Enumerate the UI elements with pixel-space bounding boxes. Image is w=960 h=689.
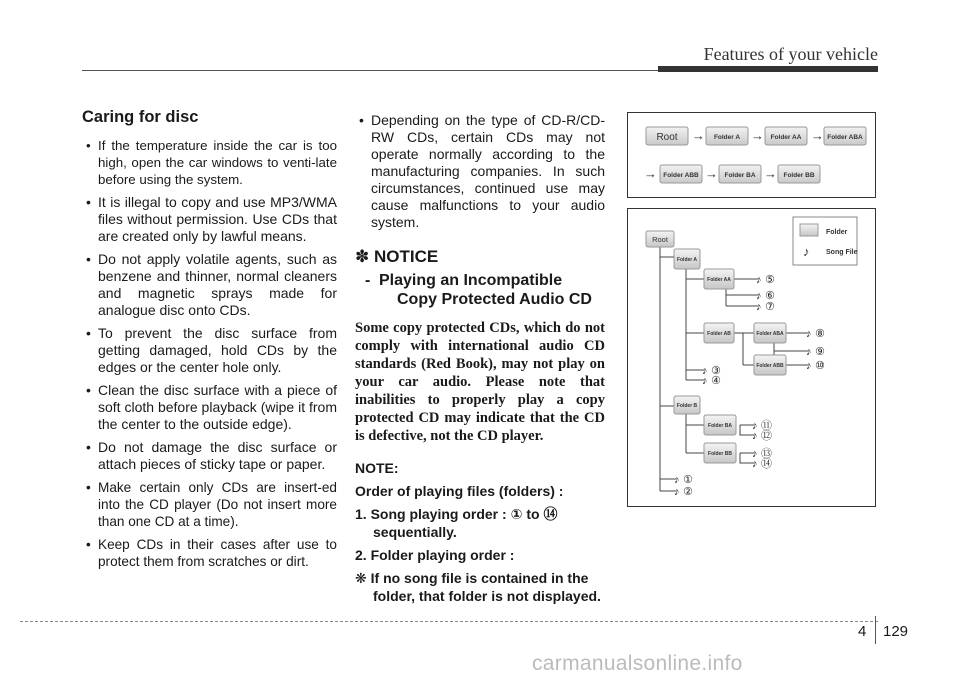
tree-folder-aa-label: Folder AA bbox=[707, 277, 731, 283]
star-note: ❋ If no song file is contained in the folder, that folder is not displayed. bbox=[355, 570, 601, 604]
seq-arrow-icon: → bbox=[764, 166, 777, 181]
song-number: ⑩ bbox=[815, 360, 825, 372]
legend-music-note-icon: ♪ bbox=[803, 244, 810, 259]
notice-subtitle bbox=[365, 271, 605, 309]
music-note-icon: ♪ bbox=[756, 290, 762, 302]
caring-item: • Make certain only CDs are insert-ed into the CD player (Do not insert more than one CD at a time). bbox=[82, 479, 337, 530]
notice-body: Some copy protected CDs, which do not comply with international audio CD standards (Red Book), may not play on your car audio. Please note that inabilities to properly play a copy protected CD may indicate that the CD is defective, not the CD player. bbox=[355, 320, 605, 444]
caring-list bbox=[82, 137, 337, 570]
music-note-icon: ♪ bbox=[702, 365, 708, 377]
legend-folder-swatch bbox=[800, 224, 818, 236]
tree-songs bbox=[674, 274, 825, 498]
notice-title: NOTICE bbox=[373, 247, 439, 266]
tree-folder-aba-label: Folder ABA bbox=[756, 331, 784, 337]
music-note-icon: ♪ bbox=[752, 458, 758, 470]
caring-section bbox=[82, 108, 337, 576]
tree-folder-b-label: Folder B bbox=[676, 403, 698, 409]
chapter-number: 4 bbox=[858, 623, 867, 640]
seq-arrow-icon: → bbox=[811, 128, 824, 143]
song-number: ⑫ bbox=[761, 430, 772, 442]
song-start-glyph: ① bbox=[510, 506, 523, 522]
music-note-icon: ♪ bbox=[806, 346, 812, 358]
song-number: ① bbox=[683, 474, 693, 486]
music-note-icon: ♪ bbox=[756, 301, 762, 313]
folder-tree-svg bbox=[628, 209, 875, 506]
music-note-icon: ♪ bbox=[702, 375, 708, 387]
music-note-icon: ♪ bbox=[806, 328, 812, 340]
watermark: carmanualsonline.info bbox=[532, 652, 743, 675]
music-note-icon: ♪ bbox=[806, 360, 812, 372]
seq-arrow-icon: → bbox=[751, 128, 764, 143]
music-note-icon: ♪ bbox=[752, 448, 758, 460]
music-note-icon: ♪ bbox=[752, 430, 758, 442]
header-bar bbox=[658, 66, 878, 72]
song-number: ⑪ bbox=[761, 420, 772, 432]
seq-arrow-icon: → bbox=[692, 128, 705, 143]
seq-folder-a-label: Folder A bbox=[713, 134, 741, 141]
caring-item: • Clean the disc surface with a piece of soft cloth before playback (wipe it from the center to the outside edge). bbox=[82, 382, 337, 433]
header-title: Features of your vehicle bbox=[703, 44, 878, 64]
song-number: ③ bbox=[711, 365, 721, 377]
caring-item: • To prevent the disc surface from getting damaged, hold CDs by the edges or the center hole only. bbox=[82, 325, 337, 376]
song-number: ④ bbox=[711, 375, 721, 387]
seq-folder-aa-label: Folder AA bbox=[770, 134, 802, 141]
tree-folder-ab-label: Folder AB bbox=[707, 331, 731, 337]
cd-type-list bbox=[355, 112, 605, 231]
legend-folder-label: Folder bbox=[826, 229, 848, 236]
tree-folder-abb-label: Folder ABB bbox=[756, 363, 784, 369]
seq-folder-abb-label: Folder ABB bbox=[663, 172, 699, 179]
song-number: ⑥ bbox=[765, 290, 775, 302]
seq-folder-bb-label: Folder BB bbox=[783, 172, 815, 179]
song-number: ⑬ bbox=[761, 448, 772, 460]
folder-sequence-svg bbox=[628, 113, 875, 197]
legend-song-label: Song File bbox=[826, 249, 858, 256]
song-number: ⑤ bbox=[765, 274, 775, 286]
caring-title: Caring for disc bbox=[82, 108, 199, 126]
note-label: NOTE: bbox=[355, 460, 399, 476]
song-number: ⑦ bbox=[765, 301, 775, 313]
tree-folder-bb-label: Folder BB bbox=[708, 451, 732, 457]
notice-heading bbox=[355, 247, 605, 267]
music-note-icon: ♪ bbox=[674, 486, 680, 498]
music-note-icon: ♪ bbox=[752, 420, 758, 432]
page-number: 129 bbox=[883, 623, 909, 640]
tree-folder-ba-label: Folder BA bbox=[708, 423, 732, 429]
tree-root-label: Root bbox=[652, 235, 668, 244]
seq-folder-aba-label: Folder ABA bbox=[827, 134, 863, 141]
seq-root-label: Root bbox=[656, 132, 678, 143]
folder-sequence-diagram bbox=[627, 112, 876, 198]
song-number: ⑭ bbox=[761, 458, 772, 470]
song-order: 1. Song playing order : ① to ⑭ sequentially. bbox=[355, 506, 558, 540]
song-number: ⑧ bbox=[815, 328, 825, 340]
seq-arrow-icon: → bbox=[705, 166, 718, 181]
folder-tree-diagram bbox=[627, 208, 876, 507]
notice-dash: - bbox=[365, 272, 371, 289]
caring-item: • Do not apply volatile agents, such as benzene and thinner, normal cleaners and magnetic sprays made for analogue disc onto CDs. bbox=[82, 251, 337, 319]
notice-sub-line1: Playing an Incompatible bbox=[379, 272, 563, 289]
caring-item: • It is illegal to copy and use MP3/WMA files without permission. Use CDs that are created only by lawful means. bbox=[82, 194, 337, 245]
seq-arrow-icon: → bbox=[644, 166, 657, 181]
song-number: ② bbox=[683, 486, 693, 498]
music-note-icon: ♪ bbox=[674, 474, 680, 486]
notice-star-icon: ✽ bbox=[355, 247, 370, 266]
caring-item: • Do not damage the disc surface or attach pieces of sticky tape or paper. bbox=[82, 439, 337, 473]
caring-item: • If the temperature inside the car is too high, open the car windows to venti-late before using the system. bbox=[82, 137, 337, 188]
caring-item: • Keep CDs in their cases after use to protect them from scratches or dirt. bbox=[82, 536, 337, 570]
song-number: ⑨ bbox=[815, 346, 825, 358]
cd-type-item: • Depending on the type of CD-R/CD-RW CDs, certain CDs may not operate normally according to the manufacturing companies. In such circumstances, continued use may cause malfunctions to your audio system. bbox=[355, 112, 605, 231]
note-block bbox=[355, 459, 605, 605]
song-end-glyph: ⑭ bbox=[543, 506, 558, 522]
notice-sub-line2: Copy Protected Audio CD bbox=[397, 291, 592, 308]
order-label: Order of playing files (folders) : bbox=[355, 483, 564, 499]
star-note-icon: ❋ bbox=[355, 570, 367, 586]
seq-folder-ba-label: Folder BA bbox=[724, 172, 756, 179]
music-note-icon: ♪ bbox=[756, 274, 762, 286]
tree-folder-a-label: Folder A bbox=[676, 257, 698, 263]
footer-divider bbox=[875, 616, 876, 644]
notice-section bbox=[355, 112, 605, 610]
folder-order: 2. Folder playing order : bbox=[355, 547, 515, 563]
footer-rule bbox=[20, 621, 878, 622]
